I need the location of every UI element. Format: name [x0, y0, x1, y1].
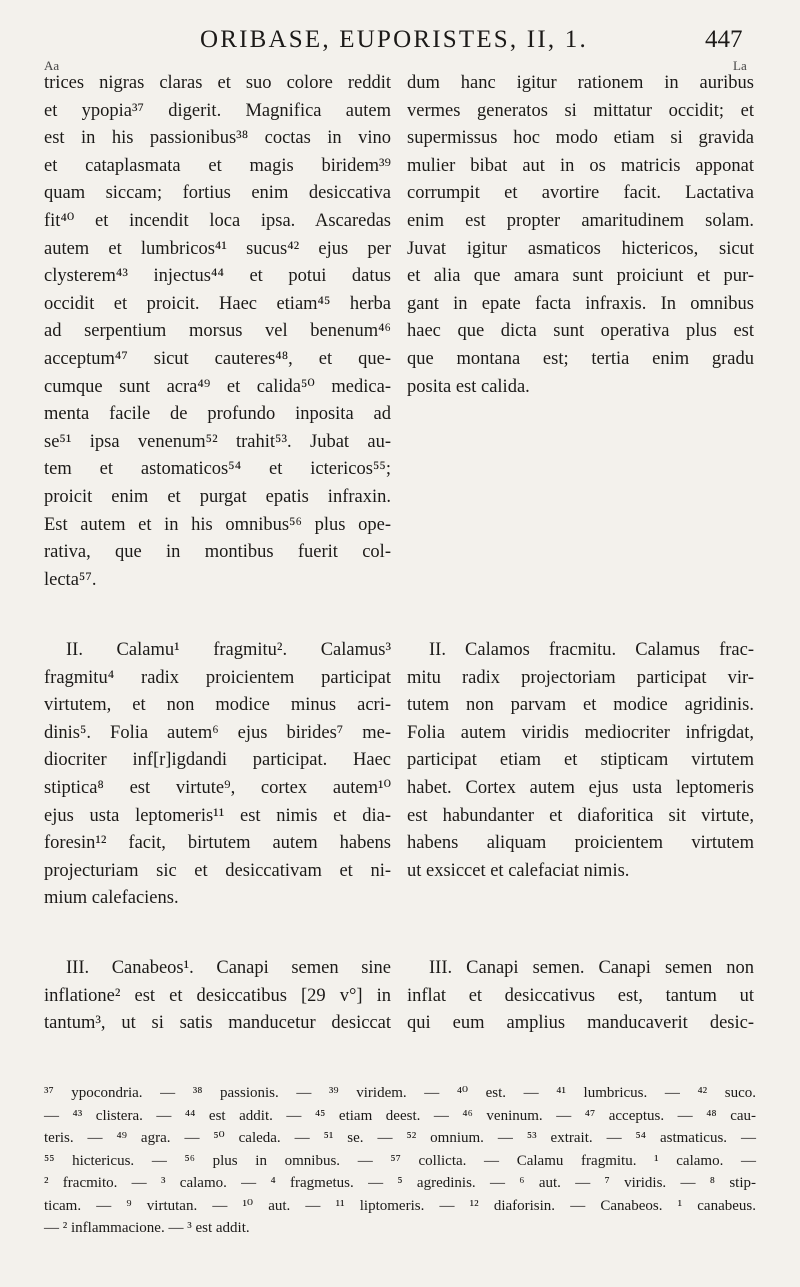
text-line: habet. Cortex autem ejus usta leptomeris	[407, 777, 754, 798]
text-line: virtutem, et non modice minus acri-	[44, 695, 391, 716]
text-line: est habundanter et diaforitica sit virtute,	[407, 805, 754, 826]
text-line: ad serpentium morsus vel benenum⁴⁶	[44, 321, 391, 342]
footnote-line: ⁵⁵ hictericus. — ⁵⁶ plus in omnibus. — ⁵⁷ collicta. — Calamu fragmitu. ¹ calamo. —	[44, 1152, 756, 1169]
text-line: projecturiam sic et desiccativam et ni-	[44, 860, 391, 881]
footnote-line: ³⁷ ypocondria. — ³⁸ passionis. — ³⁹ viridem. — ⁴⁰ est. — ⁴¹ lumbricus. — ⁴² suco.	[44, 1085, 756, 1101]
text-line: foresin¹² facit, birtutem autem habens	[44, 833, 391, 854]
text-line: trices nigras claras et suo colore reddit	[44, 73, 391, 93]
text-line: mitu radix projectoriam participat vir-	[407, 667, 754, 688]
text-line: que montana est; tertia enim gradu	[407, 348, 754, 369]
text-line: posita est calida.	[407, 376, 530, 397]
text-line: est in his passionibus³⁸ coctas in vino	[44, 128, 391, 149]
text-line: stiptica⁸ est virtute⁹, cortex autem¹⁰	[44, 777, 391, 798]
text-line: habens aliquam proicientem virtutem	[407, 833, 754, 854]
section-heading-line: II. Calamos fracmitu. Calamus frac-	[429, 640, 754, 660]
text-line: ut exsiccet et calefaciat nimis.	[407, 860, 630, 881]
text-line: cumque sunt acra⁴⁹ et calida⁵⁰ medica-	[44, 376, 391, 397]
running-head: ORIBASE, EUPORISTES, II, 1.	[200, 26, 588, 53]
text-line: quam siccam; fortius enim desiccativa	[44, 183, 391, 204]
right-block-2	[407, 637, 754, 885]
text-line: proicit enim et purgat epatis infraxin.	[44, 486, 391, 507]
text-line: vermes generatos si mittatur occidit; et	[407, 100, 754, 121]
page-header	[0, 26, 800, 60]
left-block-2	[44, 637, 391, 913]
text-line: occidit et proicit. Haec etiam⁴⁵ herba	[44, 293, 391, 314]
footnote-line: — ² inflammacione. — ³ est addit.	[44, 1220, 250, 1236]
section-heading-line: III. Canapi semen. Canapi semen non	[429, 958, 754, 978]
left-block-1	[44, 70, 391, 594]
page-number: 447	[705, 26, 743, 53]
text-line: tem et astomaticos⁵⁴ et ictericos⁵⁵;	[44, 459, 391, 480]
text-line: ejus usta leptomeris¹¹ est nimis et dia-	[44, 805, 391, 826]
text-line: clysterem⁴³ injectus⁴⁴ et potui datus	[44, 266, 391, 287]
text-line: diocriter inf[r]igdandi participat. Haec	[44, 750, 391, 771]
footnote-line: teris. — ⁴⁹ agra. — ⁵⁰ caleda. — ⁵¹ se. — ⁵² omnium. — ⁵³ extrait. — ⁵⁴ astmaticus. —	[44, 1130, 756, 1146]
text-line: rativa, que in montibus fuerit col-	[44, 542, 391, 563]
text-line: mium calefaciens.	[44, 888, 179, 909]
left-column-marker: Aa	[44, 58, 60, 73]
text-line: mulier bibat aut in os matricis apponat	[407, 155, 754, 176]
section-heading-line: III. Canabeos¹. Canapi semen sine	[66, 958, 391, 978]
right-block-1	[407, 70, 754, 401]
footnote-line: ² fracmito. — ³ calamo. — ⁴ fragmetus. — ⁵ agredinis. — ⁶ aut. — ⁷ viridis. — ⁸ stip-	[44, 1175, 756, 1191]
text-line: et alia que amara sunt proiciunt et pur-	[407, 266, 754, 287]
text-line: participat etiam et stipticam virtutem	[407, 750, 754, 771]
left-block-3	[44, 955, 391, 1038]
footnote-line: — ⁴³ clistera. — ⁴⁴ est addit. — ⁴⁵ etiam deest. — ⁴⁶ veninum. — ⁴⁷ acceptus. — ⁴⁸ cau-	[44, 1107, 756, 1124]
text-line: Juvat igitur asmaticos hictericos, sicut	[407, 238, 754, 259]
right-block-3	[407, 955, 754, 1038]
text-line: corrumpit et avortire facit. Lactativa	[407, 183, 754, 204]
footnotes	[44, 1082, 756, 1240]
text-line: inflat et desiccativus est, tantum ut	[407, 985, 754, 1006]
section-heading-line: II. Calamu¹ fragmitu². Calamus³	[66, 640, 391, 660]
text-line: gant in epate facta infraxis. In omnibus	[407, 293, 754, 314]
text-line: acceptum⁴⁷ sicut cauteres⁴⁸, et que-	[44, 348, 391, 369]
text-line: Est autem et in his omnibus⁵⁶ plus ope-	[44, 514, 391, 535]
text-line: Folia autem viridis mediocriter infrigdat,	[407, 722, 754, 743]
text-line: qui eum amplius manducaverit desic-	[407, 1013, 754, 1034]
text-line: se⁵¹ ipsa venenum⁵² trahit⁵³. Jubat au-	[44, 431, 391, 452]
text-line: fragmitu⁴ radix proicientem participat	[44, 667, 391, 688]
text-line: tantum³, ut si satis manducetur desiccat	[44, 1013, 391, 1034]
footnote-line: ticam. — ⁹ virtutan. — ¹⁰ aut. — ¹¹ liptomeris. — ¹² diaforisin. — Canabeos. ¹ canabeus.	[44, 1197, 756, 1214]
text-line: menta facile de profundo inposita ad	[44, 404, 391, 425]
text-line: autem et lumbricos⁴¹ sucus⁴² ejus per	[44, 238, 391, 259]
text-line: enim est propter amaritudinem solam.	[407, 210, 754, 231]
text-line: et ypopia³⁷ digerit. Magnifica autem	[44, 100, 391, 121]
text-line: lecta⁵⁷.	[44, 569, 97, 590]
right-column-marker: La	[733, 58, 747, 73]
text-line: et cataplasmata et magis biridem³⁹	[44, 155, 391, 176]
text-line: dum hanc igitur rationem in auribus	[407, 73, 754, 93]
text-line: tutem non parvam et modice agridinis.	[407, 695, 754, 716]
text-line: supermissus hoc modo etiam si gravida	[407, 128, 754, 149]
text-line: inflatione² est et desiccatibus [29 v°] in	[44, 985, 391, 1006]
text-line: dinis⁵. Folia autem⁶ ejus birides⁷ me-	[44, 722, 391, 743]
text-line: fit⁴⁰ et incendit loca ipsa. Ascaredas	[44, 210, 391, 231]
text-line: haec que dicta sunt operativa plus est	[407, 321, 754, 342]
